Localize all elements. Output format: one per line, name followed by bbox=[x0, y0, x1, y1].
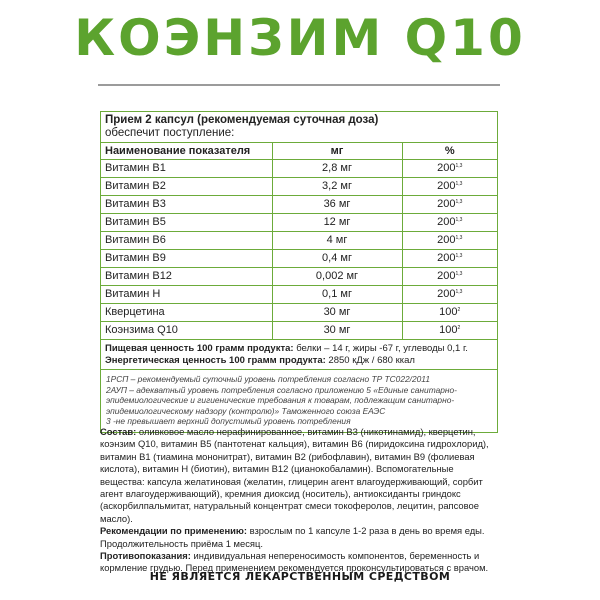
footnote-1: 1РСП – рекомендуемый суточный уровень потребления согласно ТР ТС022/2011 bbox=[106, 374, 430, 384]
nutrient-mg: 30 мг bbox=[272, 322, 402, 340]
nutrient-percent: 200$^{1,3}$ bbox=[402, 196, 497, 214]
percent-footnote-ref: 1,3 bbox=[455, 235, 463, 241]
intro-supply: обеспечит поступление: bbox=[105, 127, 235, 139]
nutrient-mg: 36 мг bbox=[272, 196, 402, 214]
percent-footnote-ref: 1,3 bbox=[455, 253, 463, 259]
nutrient-name: Витамин В2 bbox=[101, 178, 272, 196]
nutrient-mg: 0,002 мг bbox=[272, 268, 402, 286]
footnote-3: 3 -не превышает верхний допустимый уровень потребления bbox=[106, 416, 351, 426]
intro-text bbox=[101, 112, 497, 142]
percent-footnote-ref: 1,3 bbox=[455, 163, 463, 169]
energy-value bbox=[101, 339, 497, 369]
nutrient-percent: 200$^{1,3}$ bbox=[402, 250, 497, 268]
nutrient-percent: 200$^{1,3}$ bbox=[402, 160, 497, 178]
nutrient-percent: 200$^{1,3}$ bbox=[402, 268, 497, 286]
nutrient-percent: $100^2$ bbox=[402, 322, 497, 340]
nutrient-name: Витамин Н bbox=[101, 286, 272, 304]
percent-footnote-ref: 1,3 bbox=[455, 181, 463, 187]
percent-footnote-ref: 1,3 bbox=[455, 271, 463, 277]
contraindications-text: Противопоказания: индивидуальная непереносимость компонентов, беременность и кормление грудью. Перед применением рекомендуется проконсультироваться с врачом. bbox=[100, 550, 489, 574]
table-row bbox=[101, 268, 497, 286]
table-row bbox=[101, 196, 497, 214]
percent-footnote-ref: 2 bbox=[457, 307, 461, 313]
nutrient-name: Коэнзима Q10 bbox=[101, 322, 272, 340]
footnotes bbox=[101, 369, 497, 432]
nutrient-mg: 2,8 мг bbox=[272, 160, 402, 178]
nutrient-mg: 0,4 мг bbox=[272, 250, 402, 268]
nutrient-table bbox=[101, 142, 497, 339]
header-mg: мг bbox=[272, 143, 402, 160]
usage-text: Рекомендации по применению: взрослым по 1 капсуле 1-2 раза в день во время еды. bbox=[100, 525, 485, 537]
nutrient-percent: 200$^{1,3}$ bbox=[402, 286, 497, 304]
nutrient-mg: 0,1 мг bbox=[272, 286, 402, 304]
table-row bbox=[101, 286, 497, 304]
nutrient-name: Витамин В6 bbox=[101, 232, 272, 250]
intro-dose: Прием 2 капсул (рекомендуемая суточная доза) bbox=[105, 114, 379, 126]
table-header-row bbox=[101, 143, 497, 160]
footnote-2: 2АУП – адекватный уровень потребления согласно приложению 5 «Единые санитарно-эпидемиологические и гигиенические требования к товарам, подлежащим санитарно-эпидемиологическому надзору (контролю)» Таможенного союза ЕАЭС bbox=[106, 384, 457, 416]
nutrient-name: Витамин В9 bbox=[101, 250, 272, 268]
table-row bbox=[101, 232, 497, 250]
nutrient-mg: 3,2 мг bbox=[272, 178, 402, 196]
product-description bbox=[100, 426, 498, 575]
table-row bbox=[101, 304, 497, 322]
header-percent: % bbox=[402, 143, 497, 160]
composition-text: Состав: оливковое масло нерафинированное, витамин В3 (никотинамид), кверцетин, коэнзим Q10, витамин В5 (пантотенат кальция), витамин В6 (пиридоксина гидрохлорид), витамин В1 (тиамина мононитрат), витамин В2 (рибофлавин), витамин В9 (фолиевая кислота), витамин Н (биотин), витамин В12 (цианокобаламин). Вспомогательные вещества: капсула желатиновая (желатин, глицерин агент влагоудерживающий, сорбит агент влагоудерживающий), кремния диоксид (носитель), антиоксиданты гриндокс (аскорбилпальмитат, натуральный концентрат смеси токоферолов, лецитин, рапсовое масло). bbox=[100, 426, 489, 524]
table-row bbox=[101, 160, 497, 178]
nutrient-name: Кверцетина bbox=[101, 304, 272, 322]
percent-footnote-ref: 1,3 bbox=[455, 289, 463, 295]
table-row bbox=[101, 322, 497, 340]
nutrient-mg: 12 мг bbox=[272, 214, 402, 232]
product-title: КОЭНЗИМ Q10 bbox=[74, 9, 526, 67]
nutrient-mg: 4 мг bbox=[272, 232, 402, 250]
nutrient-mg: 30 мг bbox=[272, 304, 402, 322]
nutrient-percent: $100^2$ bbox=[402, 304, 497, 322]
table-row bbox=[101, 250, 497, 268]
table-row bbox=[101, 214, 497, 232]
header-name: Наименование показателя bbox=[101, 143, 272, 160]
nutrient-name: Витамин В12 bbox=[101, 268, 272, 286]
nutrition-value-line: Пищевая ценность 100 грамм продукта: белки – 14 г, жиры -67 г, углеводы 0,1 г. bbox=[105, 343, 468, 354]
usage-duration: Продолжительность приёма 1 месяц. bbox=[100, 537, 263, 549]
nutrient-percent: 200$^{1,3}$ bbox=[402, 178, 497, 196]
nutrient-name: Витамин В5 bbox=[101, 214, 272, 232]
nutrient-name: Витамин В1 bbox=[101, 160, 272, 178]
nutrition-panel bbox=[100, 111, 498, 433]
title-divider bbox=[98, 84, 500, 86]
percent-footnote-ref: 1,3 bbox=[455, 199, 463, 205]
nutrient-percent: 200$^{1,3}$ bbox=[402, 232, 497, 250]
nutrient-percent: 200$^{1,3}$ bbox=[402, 214, 497, 232]
table-row bbox=[101, 178, 497, 196]
nutrient-name: Витамин В3 bbox=[101, 196, 272, 214]
energy-value-line: Энергетическая ценность 100 грамм продукта: 2850 кДж / 680 ккал bbox=[105, 355, 415, 366]
percent-footnote-ref: 2 bbox=[457, 325, 461, 331]
disclaimer: НЕ ЯВЛЯЕТСЯ ЛЕКАРСТВЕННЫМ СРЕДСТВОМ bbox=[149, 570, 451, 583]
percent-footnote-ref: 1,3 bbox=[455, 217, 463, 223]
